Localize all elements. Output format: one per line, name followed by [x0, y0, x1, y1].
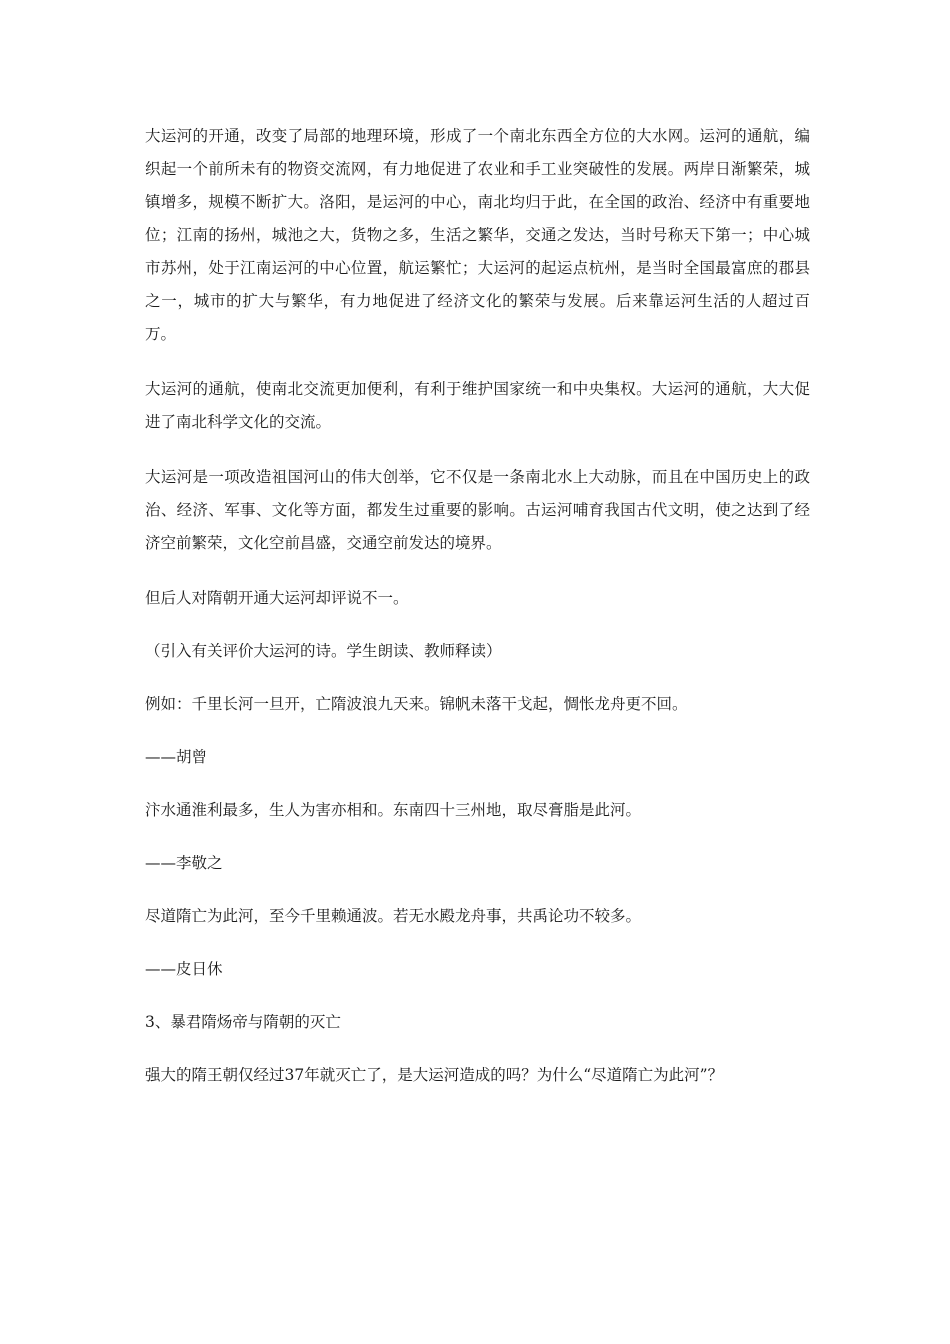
- poem-author-li-jingzhi: ——李敬之: [145, 854, 223, 872]
- paragraph-teaching-note: （引入有关评价大运河的诗。学生朗读、教师释读）: [145, 642, 502, 660]
- poem-author-pi-rixiu: ——皮日休: [145, 960, 223, 978]
- document-body: [145, 120, 810, 1092]
- paragraph-later-evaluation: 但后人对隋朝开通大运河却评说不一。: [145, 589, 409, 607]
- paragraph-question: 强大的隋王朝仅经过37年就灭亡了，是大运河造成的吗？为什么“尽道隋亡为此河”？: [145, 1066, 724, 1084]
- paragraph-canal-impact: 大运河的开通，改变了局部的地理环境，形成了一个南北东西全方位的大水网。运河的通航，编织起一个前所未有的物资交流网，有力地促进了农业和手工业突破性的发展。两岸日渐繁荣，城镇增多，规模不断扩大。洛阳，是运河的中心，南北均归于此，在全国的政治、经济中有重要地位；江南的扬州，城池之大，货物之多，生活之繁华，交通之发达，当时号称天下第一；中心城市苏州，处于江南运河的中心位置，航运繁忙；大运河的起运点杭州，是当时全国最富庶的郡县之一，城市的扩大与繁华，有力地促进了经济文化的繁荣与发展。后来靠运河生活的人超过百万。: [145, 127, 810, 343]
- poem-author-hu-zeng: ——胡曾: [145, 748, 208, 766]
- paragraph-canal-unity: 大运河的通航，使南北交流更加便利，有利于维护国家统一和中央集权。大运河的通航，大大促进了南北科学文化的交流。: [145, 380, 810, 431]
- paragraph-canal-significance: 大运河是一项改造祖国河山的伟大创举，它不仅是一条南北水上大动脉，而且在中国历史上的政治、经济、军事、文化等方面，都发生过重要的影响。古运河哺育我国古代文明，使之达到了经济空前繁荣，文化空前昌盛，交通空前发达的境界。: [145, 468, 810, 552]
- poem-hu-zeng: 例如：千里长河一旦开，亡隋波浪九天来。锦帆未落干戈起，惆怅龙舟更不回。: [145, 695, 688, 713]
- poem-li-jingzhi: 汴水通淮利最多，生人为害亦相和。东南四十三州地，取尽膏脂是此河。: [145, 801, 642, 819]
- section-heading-sui-fall: 3、暴君隋炀帝与隋朝的灭亡: [145, 1013, 341, 1031]
- poem-pi-rixiu: 尽道隋亡为此河，至今千里赖通波。若无水殿龙舟事，共禹论功不较多。: [145, 907, 642, 925]
